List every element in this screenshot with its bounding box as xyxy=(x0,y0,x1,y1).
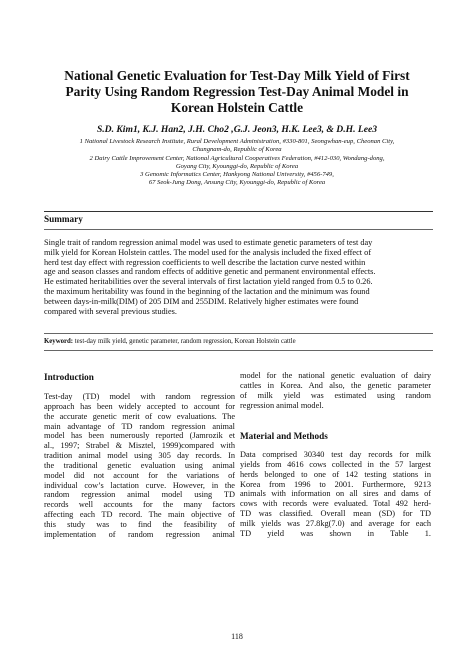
intro-cont-line: model for the national genetic evaluation of dairy xyxy=(240,371,431,380)
introduction-heading: Introduction xyxy=(44,372,94,382)
summary-line: age and season classes and random effects of additive genetic and permanent environmental effects. xyxy=(44,267,376,277)
intro-line: model has been numerously reported (Jamrozik et xyxy=(44,431,235,441)
methods-line: milk yields was 27.8kg(7.0) and average for each xyxy=(240,518,431,528)
methods-line: yields from 4616 cows collected in the 57 largest xyxy=(240,459,431,469)
intro-line: Test-day (TD) model with random regression xyxy=(44,392,235,401)
introduction-text xyxy=(44,392,235,540)
page-number: 118 xyxy=(231,632,243,641)
author-list: S.D. Kim1, K.J. Han2, J.H. Cho2 ,G.J. Jeon3, H.K. Lee3, & D.H. Lee3 xyxy=(96,124,378,135)
affiliation-block xyxy=(40,138,434,188)
intro-line: implementation of random regression animal xyxy=(44,529,235,539)
methods-line: Korea from 1996 to 2001. Furthermore, 9213 xyxy=(240,479,431,489)
summary-line: herd test day effect with regression coefficients to well describe the lactation curve nested within xyxy=(44,257,366,267)
affiliation-line: 67 Seok-Jung Dong, Ansung City, Kyounggi-do, Republic of Korea xyxy=(148,179,326,187)
affiliation-line: 3 Genomic Informatics Center, Hankyong National University, #456-749, xyxy=(140,171,334,179)
intro-line: main advantage of TD random regression animal xyxy=(44,421,235,431)
divider-keywords-top xyxy=(44,333,433,334)
title-line: Korean Holstein Cattle xyxy=(170,100,304,115)
methods-line: TD was classified. Overall mean (SD) for TD xyxy=(240,509,431,519)
paper-title xyxy=(40,68,434,116)
intro-line: al., 1997; Strabel & Misztel, 1999)compared with xyxy=(44,441,235,451)
affiliation-line: 2 Dairy Cattle Improvement Center, National Agricultural Cooperatives Federation, #412-030, Wondang-dong, xyxy=(89,154,385,162)
methods-line: TD yield was shown in Table 1. xyxy=(240,528,431,538)
keywords-label: Keyword: xyxy=(44,338,74,345)
intro-cont-line: regression animal model. xyxy=(240,400,324,410)
summary-line: the maximum heritability was found in the beginning of the lactation and the minimum was found xyxy=(44,286,370,296)
summary-line: He estimated heritabilities over the several intervals of first lactation yield ranged from 0.5 to 0.26. xyxy=(44,277,373,287)
intro-line: tradition animal model using 305 day records. In xyxy=(44,451,235,461)
keywords-line xyxy=(44,338,433,345)
introduction-continued xyxy=(240,371,431,410)
title-line: Parity Using Random Regression Test-Day Animal Model in xyxy=(65,84,409,99)
methods-heading: Material and Methods xyxy=(240,431,328,441)
methods-line: herds belonged to one of 142 testing stations in xyxy=(240,469,431,479)
summary-text xyxy=(44,238,433,316)
affiliation-line: Chungnam-do, Republic of Korea xyxy=(192,146,282,154)
intro-line: affecting each TD record. The main objective of xyxy=(44,510,235,520)
methods-line: cows with records were evaluated. Total 492 herd- xyxy=(240,499,431,509)
summary-line: compared with several previous studies. xyxy=(44,306,177,316)
intro-cont-line: of milk yield was estimated using random xyxy=(240,390,431,400)
title-line: National Genetic Evaluation for Test-Day Milk Yield of First xyxy=(64,68,410,83)
intro-line: random regression animal model using TD xyxy=(44,490,235,500)
intro-line: individual cow’s lactation curve. However, in the xyxy=(44,480,235,490)
methods-line: animals with information on all sires and dams of xyxy=(240,489,431,499)
methods-text xyxy=(240,450,431,539)
divider-top xyxy=(44,211,433,212)
methods-line: Data comprised 30340 test day records for milk xyxy=(240,450,431,459)
intro-line: model did not account for the variations of xyxy=(44,470,235,480)
summary-line: milk yield for Korean Holstein cattles. The model used for the analysis included the fixed effect of xyxy=(44,247,372,257)
keywords-text: test-day milk yield, genetic parameter, random regression, Korean Holstein cattle xyxy=(73,338,296,345)
summary-line: between days-in-milk(DIM) of 205 DIM and 255DIM. Relatively higher estimates were found xyxy=(44,296,359,306)
affiliation-line: Goyang City, Kyounggi-do, Republic of Korea xyxy=(175,162,299,170)
intro-line: the traditional genetic evaluation using animal xyxy=(44,460,235,470)
summary-heading: Summary xyxy=(44,214,83,224)
summary-line: Single trait of random regression animal model was used to estimate genetic parameters of test day xyxy=(44,238,373,247)
intro-line: the accurate genetic merit of cow evaluations. The xyxy=(44,411,235,421)
intro-line: records well accounts for the many factors xyxy=(44,500,235,510)
intro-line: this study was to find the feasibility of xyxy=(44,519,235,529)
divider-summary xyxy=(44,229,433,230)
intro-cont-line: cattles in Korea. And also, the genetic parameter xyxy=(240,380,431,390)
affiliation-line: 1 National Livestock Research Institute, Rural Development Administration, #330-801, Seongwhan-eup, Cheonan City, xyxy=(79,138,395,145)
divider-keywords-bottom xyxy=(44,350,433,351)
intro-line: approach has been widely accepted to account for xyxy=(44,401,235,411)
